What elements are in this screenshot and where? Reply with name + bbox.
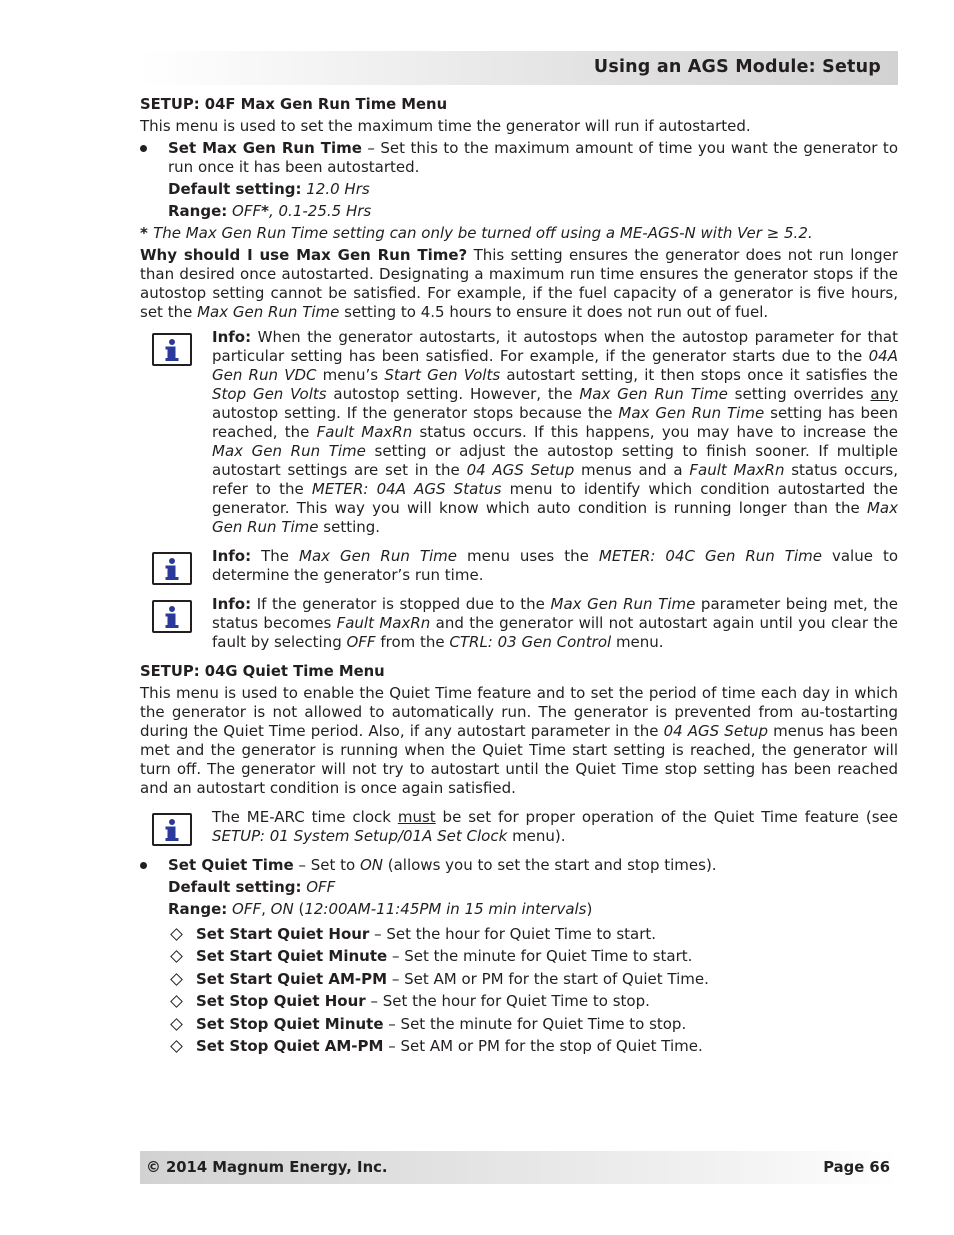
diamond-bullet-icon [170,1040,183,1053]
page-header [140,51,898,85]
info-text-1: Info: When the generator autostarts, it autostops when the autostop parameter for that particular setting has been satisfied. For example, if the generator starts due to the 04A Gen Run VDC menu’s Start Gen Volts autostart setting, it then stops once it satisfies the Stop Gen Volts autostop setting. However, the Max Gen Run Time setting overrides any autostop setting. If the generator stops because the Max Gen Run Time setting has been reached, the Fault MaxRn status occurs. If this happens, you may have to increase the Max Gen Run Time setting or adjust the autostop setting to finish sooner. If multiple autostart settings are set in the 04 AGS Setup menus and a Fault MaxRn status occurs, refer to the METER: 04A AGS Status menu to identify which condition autostarted the generator. This way you will know which auto condition is running longer than the Max Gen Run Time setting. [212,328,899,536]
section-intro-04g: This menu is used to enable the Quiet Time feature and to set the period of time each day in which the generator is not allowed to automatically run. The generator is prevented from au-tostarting during the Quiet Time period. Also, if any autostart parameter in the 04 AGS Setup menus has been met and the generator is running when the Quiet Time start setting is reached, the generator will turn off. The generator will not try to autostart until the Quiet Time stop setting has been reached and an autostart condition is once again satisfied. [140,684,898,797]
diamond-bullet-icon [170,973,183,986]
info-note-3 [140,595,898,652]
range-setting: Range: OFF, ON (12:00AM-11:45PM in 15 min intervals) [168,900,593,918]
sub-list-item: Set Stop Quiet AM-PM – Set AM or PM for the stop of Quiet Time. [168,1035,898,1057]
bullet-text: Set Max Gen Run Time – Set this to the maximum amount of time you want the generator to run once it has been autostarted. [168,139,898,176]
copyright: © 2014 Magnum Energy, Inc. [146,1159,388,1176]
section-heading-04f: SETUP: 04F Max Gen Run Time Menu [140,96,448,113]
default-setting: Default setting: OFF [168,878,336,896]
list-item-max-gen-run-time [140,139,898,221]
info-icon [152,600,192,633]
page-footer [140,1151,898,1184]
range-setting: Range: OFF*, 0.1-25.5 Hrs [168,202,372,220]
info-note-2 [140,547,898,585]
info-note-1 [140,328,898,537]
sub-list-item: Set Start Quiet AM-PM – Set AM or PM for the start of Quiet Time. [168,968,898,990]
diamond-bullet-icon [170,995,183,1008]
page-number: Page 66 [823,1159,890,1176]
footnote: * The Max Gen Run Time setting can only be turned off using a ME-AGS-N with Ver ≥ 5.2. [140,224,813,242]
page-title: Using an AGS Module: Setup [593,57,881,77]
info-icon [152,552,192,585]
info-text-4: The ME-ARC time clock must be set for proper operation of the Quiet Time feature (see SETUP: 01 System Setup/01A Set Clock menu). [212,808,898,845]
info-text-3: Info: If the generator is stopped due to the Max Gen Run Time parameter being met, the status becomes Fault MaxRn and the generator will not autostart again until you clear the fault by selecting OFF from the CTRL: 03 Gen Control menu. [212,595,898,651]
bullet-icon [140,862,147,869]
section-intro-04f: This menu is used to set the maximum time the generator will run if autostarted. [140,117,751,135]
info-icon [152,813,192,846]
why-paragraph: Why should I use Max Gen Run Time? This setting ensures the generator does not run longer than desired once autostarted. Designating a maximum run time ensures the generator stops if the autostop setting cannot be satisfied. For example, if the fuel capacity of a generator is five hours, set the Max Gen Run Time setting to 4.5 hours to ensure it does not run out of fuel. [140,246,899,321]
section-heading-04g: SETUP: 04G Quiet Time Menu [140,663,385,680]
sub-list-item: Set Start Quiet Hour – Set the hour for Quiet Time to start. [168,923,898,945]
diamond-bullet-icon [170,928,183,941]
info-text-2: Info: The Max Gen Run Time menu uses the METER: 04C Gen Run Time value to determine the generator’s run time. [212,547,899,584]
bullet-text: Set Quiet Time – Set to ON (allows you to set the start and stop times). [168,856,717,874]
page-content [140,95,898,1057]
bullet-icon [140,145,147,152]
diamond-bullet-icon [170,951,183,964]
sub-list-item: Set Stop Quiet Hour – Set the hour for Quiet Time to stop. [168,990,898,1012]
diamond-bullet-icon [170,1018,183,1031]
list-item-set-quiet-time [140,856,898,919]
default-setting: Default setting: 12.0 Hrs [168,180,370,198]
info-icon [152,333,192,366]
sub-list-item: Set Stop Quiet Minute – Set the minute for Quiet Time to stop. [168,1013,898,1035]
sub-list-item: Set Start Quiet Minute – Set the minute for Quiet Time to start. [168,945,898,967]
quiet-time-sub-list [140,923,898,1057]
info-note-4 [140,808,898,846]
